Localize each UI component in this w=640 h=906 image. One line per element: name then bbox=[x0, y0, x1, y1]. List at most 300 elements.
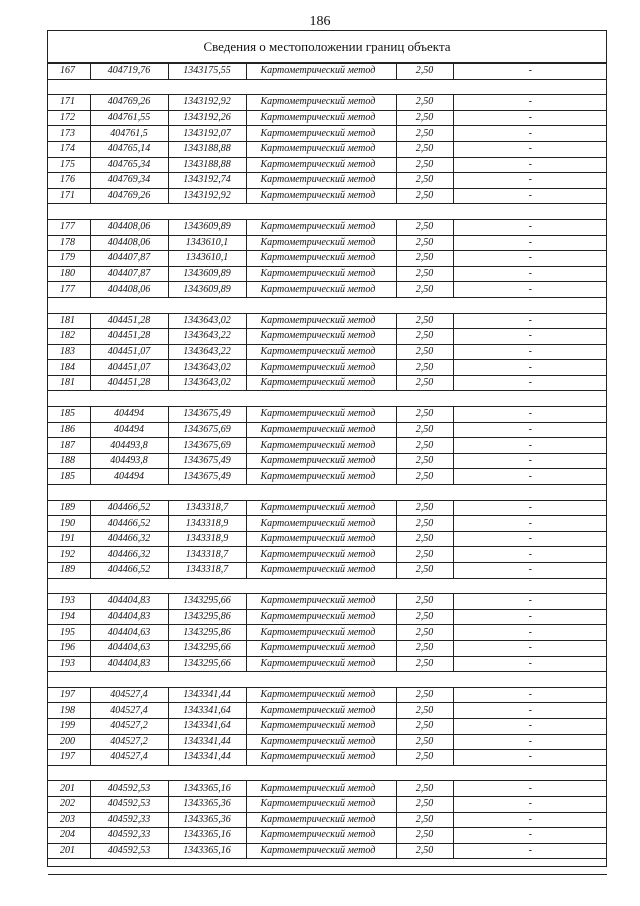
cell-coord-x: 404404,63 bbox=[90, 625, 168, 641]
cell-description: - bbox=[453, 266, 607, 282]
cell-point-number: 193 bbox=[48, 656, 90, 672]
separator-cell bbox=[48, 485, 607, 501]
cell-description: - bbox=[453, 360, 607, 376]
cell-description: - bbox=[453, 609, 607, 625]
cell-accuracy: 2,50 bbox=[396, 313, 453, 329]
cell-method: Картометрический метод bbox=[246, 594, 396, 610]
cell-point-number: 189 bbox=[48, 563, 90, 579]
table-row bbox=[48, 360, 607, 376]
cell-point-number: 194 bbox=[48, 609, 90, 625]
cell-coord-y: 1343295,86 bbox=[168, 625, 246, 641]
table-row bbox=[48, 594, 607, 610]
cell-coord-x: 404527,2 bbox=[90, 734, 168, 750]
cell-method: Картометрический метод bbox=[246, 453, 396, 469]
cell-point-number: 197 bbox=[48, 750, 90, 766]
cell-accuracy: 2,50 bbox=[396, 563, 453, 579]
cell-point-number: 199 bbox=[48, 718, 90, 734]
cell-coord-x: 404769,26 bbox=[90, 95, 168, 111]
separator-cell bbox=[48, 859, 607, 875]
cell-point-number: 201 bbox=[48, 781, 90, 797]
cell-method: Картометрический метод bbox=[246, 407, 396, 423]
cell-method: Картометрический метод bbox=[246, 703, 396, 719]
cell-method: Картометрический метод bbox=[246, 422, 396, 438]
cell-coord-x: 404493,8 bbox=[90, 438, 168, 454]
cell-coord-x: 404466,32 bbox=[90, 531, 168, 547]
cell-coord-x: 404769,26 bbox=[90, 188, 168, 204]
table-row bbox=[48, 796, 607, 812]
cell-coord-y: 1343675,69 bbox=[168, 422, 246, 438]
cell-method: Картометрический метод bbox=[246, 656, 396, 672]
cell-accuracy: 2,50 bbox=[396, 157, 453, 173]
cell-accuracy: 2,50 bbox=[396, 640, 453, 656]
cell-point-number: 173 bbox=[48, 126, 90, 142]
boundary-info-frame bbox=[47, 30, 607, 867]
page-number: 186 bbox=[309, 14, 331, 29]
cell-accuracy: 2,50 bbox=[396, 516, 453, 532]
cell-coord-y: 1343365,16 bbox=[168, 781, 246, 797]
table-row bbox=[48, 422, 607, 438]
cell-method: Картометрический метод bbox=[246, 110, 396, 126]
cell-description: - bbox=[453, 157, 607, 173]
cell-point-number: 177 bbox=[48, 219, 90, 235]
cell-coord-y: 1343610,1 bbox=[168, 251, 246, 267]
coordinates-table bbox=[48, 63, 607, 875]
cell-point-number: 196 bbox=[48, 640, 90, 656]
cell-coord-y: 1343365,36 bbox=[168, 812, 246, 828]
cell-coord-y: 1343341,44 bbox=[168, 750, 246, 766]
group-separator-row bbox=[48, 297, 607, 313]
table-row bbox=[48, 563, 607, 579]
cell-method: Картометрический метод bbox=[246, 500, 396, 516]
cell-coord-y: 1343188,88 bbox=[168, 157, 246, 173]
cell-accuracy: 2,50 bbox=[396, 282, 453, 298]
cell-coord-x: 404466,52 bbox=[90, 500, 168, 516]
cell-description: - bbox=[453, 422, 607, 438]
cell-coord-x: 404592,33 bbox=[90, 828, 168, 844]
cell-method: Картометрический метод bbox=[246, 188, 396, 204]
cell-description: - bbox=[453, 344, 607, 360]
cell-point-number: 171 bbox=[48, 188, 90, 204]
cell-point-number: 181 bbox=[48, 313, 90, 329]
cell-description: - bbox=[453, 438, 607, 454]
cell-accuracy: 2,50 bbox=[396, 173, 453, 189]
cell-method: Картометрический метод bbox=[246, 95, 396, 111]
cell-method: Картометрический метод bbox=[246, 282, 396, 298]
cell-coord-y: 1343295,66 bbox=[168, 640, 246, 656]
cell-accuracy: 2,50 bbox=[396, 547, 453, 563]
separator-cell bbox=[48, 765, 607, 781]
table-row bbox=[48, 235, 607, 251]
cell-coord-y: 1343609,89 bbox=[168, 219, 246, 235]
cell-accuracy: 2,50 bbox=[396, 750, 453, 766]
cell-point-number: 185 bbox=[48, 469, 90, 485]
cell-point-number: 185 bbox=[48, 407, 90, 423]
cell-coord-y: 1343675,49 bbox=[168, 407, 246, 423]
cell-description: - bbox=[453, 656, 607, 672]
cell-method: Картометрический метод bbox=[246, 266, 396, 282]
group-separator-row bbox=[48, 859, 607, 875]
cell-coord-x: 404451,28 bbox=[90, 313, 168, 329]
cell-method: Картометрический метод bbox=[246, 375, 396, 391]
table-row bbox=[48, 329, 607, 345]
cell-method: Картометрический метод bbox=[246, 547, 396, 563]
table-row bbox=[48, 703, 607, 719]
cell-coord-y: 1343341,44 bbox=[168, 734, 246, 750]
cell-coord-y: 1343192,74 bbox=[168, 173, 246, 189]
group-separator-row bbox=[48, 672, 607, 688]
cell-description: - bbox=[453, 781, 607, 797]
cell-description: - bbox=[453, 750, 607, 766]
cell-point-number: 195 bbox=[48, 625, 90, 641]
cell-description: - bbox=[453, 812, 607, 828]
cell-coord-y: 1343295,66 bbox=[168, 656, 246, 672]
table-row bbox=[48, 625, 607, 641]
cell-method: Картометрический метод bbox=[246, 64, 396, 80]
cell-description: - bbox=[453, 173, 607, 189]
cell-coord-y: 1343318,7 bbox=[168, 563, 246, 579]
cell-coord-y: 1343675,49 bbox=[168, 469, 246, 485]
cell-coord-x: 404527,4 bbox=[90, 750, 168, 766]
cell-coord-y: 1343365,16 bbox=[168, 828, 246, 844]
cell-accuracy: 2,50 bbox=[396, 126, 453, 142]
cell-accuracy: 2,50 bbox=[396, 95, 453, 111]
cell-accuracy: 2,50 bbox=[396, 219, 453, 235]
cell-coord-x: 404407,87 bbox=[90, 266, 168, 282]
cell-description: - bbox=[453, 594, 607, 610]
cell-point-number: 192 bbox=[48, 547, 90, 563]
table-row bbox=[48, 453, 607, 469]
separator-cell bbox=[48, 297, 607, 313]
cell-accuracy: 2,50 bbox=[396, 656, 453, 672]
cell-method: Картометрический метод bbox=[246, 828, 396, 844]
cell-point-number: 204 bbox=[48, 828, 90, 844]
cell-coord-y: 1343175,55 bbox=[168, 64, 246, 80]
group-separator-row bbox=[48, 79, 607, 95]
table-row bbox=[48, 219, 607, 235]
cell-description: - bbox=[453, 640, 607, 656]
cell-accuracy: 2,50 bbox=[396, 438, 453, 454]
cell-coord-y: 1343643,02 bbox=[168, 313, 246, 329]
cell-description: - bbox=[453, 718, 607, 734]
cell-coord-x: 404719,76 bbox=[90, 64, 168, 80]
cell-method: Картометрический метод bbox=[246, 360, 396, 376]
cell-method: Картометрический метод bbox=[246, 329, 396, 345]
cell-coord-x: 404451,28 bbox=[90, 329, 168, 345]
cell-coord-x: 404527,4 bbox=[90, 703, 168, 719]
cell-accuracy: 2,50 bbox=[396, 812, 453, 828]
cell-description: - bbox=[453, 625, 607, 641]
cell-point-number: 183 bbox=[48, 344, 90, 360]
cell-coord-y: 1343192,92 bbox=[168, 95, 246, 111]
cell-method: Картометрический метод bbox=[246, 126, 396, 142]
table-row bbox=[48, 750, 607, 766]
cell-coord-y: 1343318,9 bbox=[168, 531, 246, 547]
cell-coord-y: 1343643,22 bbox=[168, 329, 246, 345]
cell-coord-x: 404765,34 bbox=[90, 157, 168, 173]
table-row bbox=[48, 718, 607, 734]
cell-coord-y: 1343341,64 bbox=[168, 718, 246, 734]
cell-coord-y: 1343609,89 bbox=[168, 282, 246, 298]
group-separator-row bbox=[48, 485, 607, 501]
cell-accuracy: 2,50 bbox=[396, 235, 453, 251]
cell-accuracy: 2,50 bbox=[396, 141, 453, 157]
cell-accuracy: 2,50 bbox=[396, 500, 453, 516]
cell-accuracy: 2,50 bbox=[396, 251, 453, 267]
cell-method: Картометрический метод bbox=[246, 812, 396, 828]
table-row bbox=[48, 64, 607, 80]
cell-description: - bbox=[453, 563, 607, 579]
cell-description: - bbox=[453, 282, 607, 298]
cell-method: Картометрический метод bbox=[246, 796, 396, 812]
cell-point-number: 171 bbox=[48, 95, 90, 111]
cell-description: - bbox=[453, 141, 607, 157]
group-separator-row bbox=[48, 204, 607, 220]
cell-coord-y: 1343295,86 bbox=[168, 609, 246, 625]
table-row bbox=[48, 547, 607, 563]
separator-cell bbox=[48, 79, 607, 95]
table-row bbox=[48, 282, 607, 298]
cell-method: Картометрический метод bbox=[246, 516, 396, 532]
cell-point-number: 184 bbox=[48, 360, 90, 376]
cell-coord-y: 1343192,07 bbox=[168, 126, 246, 142]
cell-accuracy: 2,50 bbox=[396, 796, 453, 812]
table-row bbox=[48, 173, 607, 189]
cell-coord-y: 1343192,92 bbox=[168, 188, 246, 204]
cell-coord-y: 1343609,89 bbox=[168, 266, 246, 282]
cell-coord-y: 1343610,1 bbox=[168, 235, 246, 251]
table-row bbox=[48, 110, 607, 126]
table-row bbox=[48, 640, 607, 656]
cell-point-number: 188 bbox=[48, 453, 90, 469]
cell-description: - bbox=[453, 219, 607, 235]
cell-description: - bbox=[453, 375, 607, 391]
cell-coord-x: 404494 bbox=[90, 407, 168, 423]
table-row bbox=[48, 375, 607, 391]
cell-coord-x: 404527,2 bbox=[90, 718, 168, 734]
separator-cell bbox=[48, 672, 607, 688]
cell-coord-x: 404404,83 bbox=[90, 609, 168, 625]
cell-description: - bbox=[453, 235, 607, 251]
cell-accuracy: 2,50 bbox=[396, 422, 453, 438]
table-row bbox=[48, 251, 607, 267]
cell-description: - bbox=[453, 188, 607, 204]
table-row bbox=[48, 95, 607, 111]
cell-method: Картометрический метод bbox=[246, 734, 396, 750]
cell-coord-x: 404404,63 bbox=[90, 640, 168, 656]
cell-accuracy: 2,50 bbox=[396, 469, 453, 485]
cell-coord-y: 1343341,44 bbox=[168, 687, 246, 703]
cell-method: Картометрический метод bbox=[246, 313, 396, 329]
cell-accuracy: 2,50 bbox=[396, 329, 453, 345]
cell-accuracy: 2,50 bbox=[396, 64, 453, 80]
cell-coord-x: 404451,07 bbox=[90, 360, 168, 376]
cell-point-number: 175 bbox=[48, 157, 90, 173]
cell-description: - bbox=[453, 329, 607, 345]
cell-accuracy: 2,50 bbox=[396, 718, 453, 734]
table-row bbox=[48, 734, 607, 750]
cell-accuracy: 2,50 bbox=[396, 110, 453, 126]
cell-coord-x: 404527,4 bbox=[90, 687, 168, 703]
cell-coord-x: 404451,28 bbox=[90, 375, 168, 391]
cell-accuracy: 2,50 bbox=[396, 703, 453, 719]
cell-point-number: 203 bbox=[48, 812, 90, 828]
cell-point-number: 190 bbox=[48, 516, 90, 532]
cell-accuracy: 2,50 bbox=[396, 266, 453, 282]
cell-method: Картометрический метод bbox=[246, 625, 396, 641]
cell-accuracy: 2,50 bbox=[396, 360, 453, 376]
cell-accuracy: 2,50 bbox=[396, 609, 453, 625]
cell-accuracy: 2,50 bbox=[396, 734, 453, 750]
cell-description: - bbox=[453, 313, 607, 329]
cell-point-number: 202 bbox=[48, 796, 90, 812]
table-row bbox=[48, 656, 607, 672]
cell-accuracy: 2,50 bbox=[396, 843, 453, 859]
cell-point-number: 182 bbox=[48, 329, 90, 345]
cell-coord-x: 404769,34 bbox=[90, 173, 168, 189]
cell-point-number: 177 bbox=[48, 282, 90, 298]
cell-point-number: 189 bbox=[48, 500, 90, 516]
cell-description: - bbox=[453, 407, 607, 423]
cell-coord-y: 1343365,36 bbox=[168, 796, 246, 812]
table-row bbox=[48, 843, 607, 859]
cell-description: - bbox=[453, 703, 607, 719]
cell-accuracy: 2,50 bbox=[396, 828, 453, 844]
cell-coord-x: 404493,8 bbox=[90, 453, 168, 469]
cell-point-number: 193 bbox=[48, 594, 90, 610]
table-row bbox=[48, 126, 607, 142]
cell-description: - bbox=[453, 843, 607, 859]
cell-coord-x: 404765,14 bbox=[90, 141, 168, 157]
cell-coord-y: 1343192,26 bbox=[168, 110, 246, 126]
cell-accuracy: 2,50 bbox=[396, 594, 453, 610]
cell-point-number: 172 bbox=[48, 110, 90, 126]
cell-point-number: 198 bbox=[48, 703, 90, 719]
cell-description: - bbox=[453, 251, 607, 267]
cell-coord-x: 404466,52 bbox=[90, 563, 168, 579]
cell-coord-y: 1343643,02 bbox=[168, 360, 246, 376]
cell-coord-x: 404408,06 bbox=[90, 282, 168, 298]
cell-method: Картометрический метод bbox=[246, 141, 396, 157]
cell-accuracy: 2,50 bbox=[396, 344, 453, 360]
cell-description: - bbox=[453, 796, 607, 812]
cell-accuracy: 2,50 bbox=[396, 625, 453, 641]
cell-coord-y: 1343675,49 bbox=[168, 453, 246, 469]
cell-method: Картометрический метод bbox=[246, 173, 396, 189]
cell-point-number: 186 bbox=[48, 422, 90, 438]
table-row bbox=[48, 188, 607, 204]
cell-coord-x: 404592,53 bbox=[90, 843, 168, 859]
cell-method: Картометрический метод bbox=[246, 531, 396, 547]
cell-point-number: 176 bbox=[48, 173, 90, 189]
separator-cell bbox=[48, 578, 607, 594]
cell-method: Картометрический метод bbox=[246, 157, 396, 173]
cell-point-number: 174 bbox=[48, 141, 90, 157]
group-separator-row bbox=[48, 765, 607, 781]
cell-method: Картометрический метод bbox=[246, 718, 396, 734]
cell-coord-y: 1343643,02 bbox=[168, 375, 246, 391]
cell-description: - bbox=[453, 500, 607, 516]
cell-coord-x: 404761,55 bbox=[90, 110, 168, 126]
cell-coord-x: 404761,5 bbox=[90, 126, 168, 142]
cell-method: Картометрический метод bbox=[246, 469, 396, 485]
table-row bbox=[48, 157, 607, 173]
cell-description: - bbox=[453, 734, 607, 750]
cell-method: Картометрический метод bbox=[246, 640, 396, 656]
cell-point-number: 187 bbox=[48, 438, 90, 454]
cell-coord-x: 404408,06 bbox=[90, 235, 168, 251]
cell-coord-x: 404592,53 bbox=[90, 781, 168, 797]
cell-method: Картометрический метод bbox=[246, 344, 396, 360]
cell-coord-x: 404592,53 bbox=[90, 796, 168, 812]
cell-point-number: 197 bbox=[48, 687, 90, 703]
cell-coord-x: 404404,83 bbox=[90, 594, 168, 610]
coordinates-table-body bbox=[48, 64, 607, 875]
group-separator-row bbox=[48, 391, 607, 407]
cell-accuracy: 2,50 bbox=[396, 407, 453, 423]
separator-cell bbox=[48, 204, 607, 220]
cell-method: Картометрический метод bbox=[246, 251, 396, 267]
cell-coord-y: 1343318,9 bbox=[168, 516, 246, 532]
cell-coord-x: 404451,07 bbox=[90, 344, 168, 360]
cell-method: Картометрический метод bbox=[246, 750, 396, 766]
table-row bbox=[48, 812, 607, 828]
cell-point-number: 178 bbox=[48, 235, 90, 251]
table-row bbox=[48, 469, 607, 485]
cell-method: Картометрический метод bbox=[246, 609, 396, 625]
cell-method: Картометрический метод bbox=[246, 438, 396, 454]
table-row bbox=[48, 609, 607, 625]
cell-description: - bbox=[453, 469, 607, 485]
cell-coord-y: 1343295,66 bbox=[168, 594, 246, 610]
table-row bbox=[48, 313, 607, 329]
table-row bbox=[48, 266, 607, 282]
cell-coord-x: 404466,52 bbox=[90, 516, 168, 532]
cell-coord-x: 404408,06 bbox=[90, 219, 168, 235]
cell-coord-y: 1343365,16 bbox=[168, 843, 246, 859]
cell-coord-x: 404592,33 bbox=[90, 812, 168, 828]
cell-coord-x: 404494 bbox=[90, 422, 168, 438]
cell-point-number: 179 bbox=[48, 251, 90, 267]
group-separator-row bbox=[48, 578, 607, 594]
cell-coord-y: 1343318,7 bbox=[168, 500, 246, 516]
cell-method: Картометрический метод bbox=[246, 235, 396, 251]
cell-description: - bbox=[453, 516, 607, 532]
cell-coord-y: 1343675,69 bbox=[168, 438, 246, 454]
cell-coord-x: 404407,87 bbox=[90, 251, 168, 267]
cell-point-number: 191 bbox=[48, 531, 90, 547]
cell-accuracy: 2,50 bbox=[396, 375, 453, 391]
cell-description: - bbox=[453, 687, 607, 703]
table-row bbox=[48, 438, 607, 454]
separator-cell bbox=[48, 391, 607, 407]
cell-point-number: 181 bbox=[48, 375, 90, 391]
cell-coord-x: 404466,32 bbox=[90, 547, 168, 563]
cell-method: Картометрический метод bbox=[246, 563, 396, 579]
cell-coord-y: 1343188,88 bbox=[168, 141, 246, 157]
cell-accuracy: 2,50 bbox=[396, 687, 453, 703]
cell-description: - bbox=[453, 95, 607, 111]
cell-coord-x: 404404,83 bbox=[90, 656, 168, 672]
cell-description: - bbox=[453, 453, 607, 469]
table-row bbox=[48, 516, 607, 532]
cell-method: Картометрический метод bbox=[246, 843, 396, 859]
table-row bbox=[48, 781, 607, 797]
cell-description: - bbox=[453, 64, 607, 80]
cell-accuracy: 2,50 bbox=[396, 188, 453, 204]
cell-description: - bbox=[453, 531, 607, 547]
cell-point-number: 201 bbox=[48, 843, 90, 859]
cell-point-number: 167 bbox=[48, 64, 90, 80]
